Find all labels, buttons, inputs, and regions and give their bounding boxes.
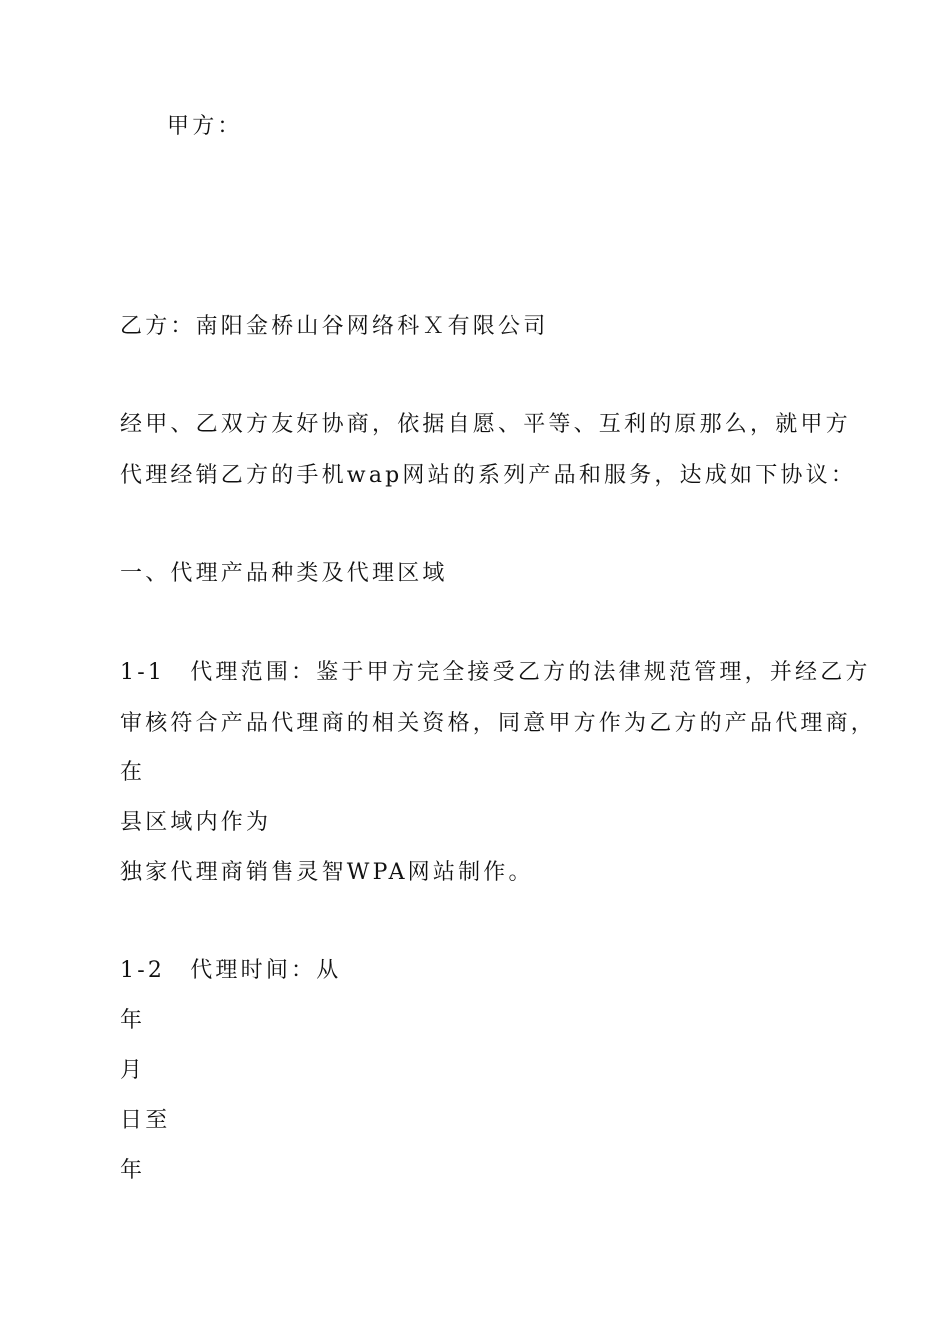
party-a-label: 甲方： (167, 114, 243, 139)
clause-1-2-month-1: 月 (120, 1058, 146, 1083)
clause-1-2-day-to: 日至 (120, 1108, 171, 1133)
clause-1-1-line-5: 独家代理商销售灵智WPA网站制作。 (120, 860, 534, 885)
clause-1-1-line-4: 县区域内作为 (120, 810, 272, 835)
clause-1-2-year-1: 年 (120, 1008, 146, 1033)
clause-1-1-line-2: 审核符合产品代理商的相关资格，同意甲方作为乙方的产品代理商， (120, 711, 877, 736)
intro-paragraph-line-2: 代理经销乙方的手机wap网站的系列产品和服务，达成如下协议： (120, 463, 857, 488)
intro-paragraph-line-1: 经甲、乙双方友好协商，依据自愿、平等、互利的原那么，就甲方 (120, 412, 851, 437)
section-1-heading: 一、代理产品种类及代理区域 (120, 561, 448, 586)
clause-1-1-line-3: 在 (120, 760, 146, 785)
clause-1-2-line-1: 1-2 代理时间：从 (120, 958, 342, 983)
clause-1-1-line-1: 1-1 代理范围：鉴于甲方完全接受乙方的法律规范管理，并经乙方 (120, 660, 871, 685)
party-b-label: 乙方：南阳金桥山谷网络科Ｘ有限公司 (120, 314, 549, 339)
clause-1-2-year-2: 年 (120, 1158, 146, 1183)
